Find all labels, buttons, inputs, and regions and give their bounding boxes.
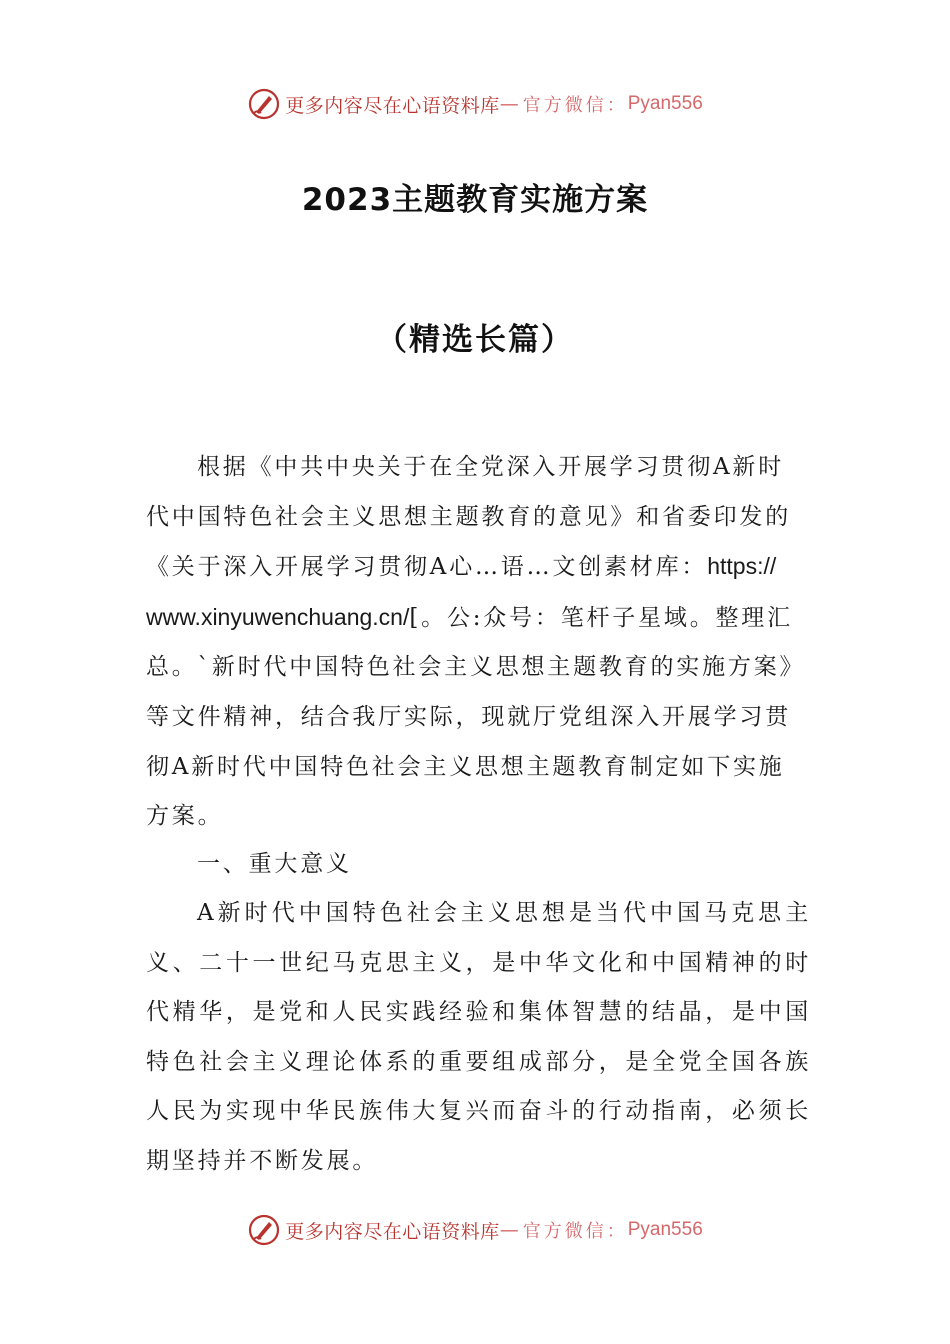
- text-line: 代中国特色社会主义思想主题教育的意见》和省委印发的: [146, 503, 791, 530]
- watermark-wechat-id: Pyan556: [627, 93, 703, 114]
- document-title: 2023主题教育实施方案: [301, 182, 649, 218]
- watermark-main-text: 更多内容尽在心语资料库: [285, 1220, 500, 1243]
- text-line: www.xinyuwenchuang.cn/[。公:众号：笔杆子星域。整理汇: [146, 603, 793, 631]
- text-line: 根据《中共中央关于在全党深入开展学习贯彻A新时: [197, 454, 785, 480]
- text-line: 方案。: [146, 803, 224, 830]
- url-text: https://: [707, 553, 777, 580]
- section-heading: 一、重大意义: [197, 851, 352, 877]
- document-subtitle: （精选长篇）: [376, 322, 574, 358]
- header-watermark: [0, 84, 950, 124]
- watermark-label: 官方微信：: [522, 1221, 628, 1242]
- watermark-separator: —: [499, 1219, 519, 1241]
- watermark-label: 官方微信：: [522, 95, 628, 116]
- watermark-separator: —: [499, 93, 519, 115]
- pen-logo-icon: [247, 87, 281, 121]
- text-line: 等文件精神，结合我厅实际，现就厅党组深入开展学习贯: [146, 703, 791, 730]
- watermark-wechat-id: Pyan556: [627, 1219, 703, 1240]
- text-line: 总。`新时代中国特色社会主义思想主题教育的实施方案》: [146, 654, 806, 681]
- footer-watermark: [0, 1210, 950, 1250]
- watermark-main-text: 更多内容尽在心语资料库: [285, 94, 500, 117]
- text-line: 彻A新时代中国特色社会主义思想主题教育制定如下实施: [146, 753, 785, 780]
- pen-logo-icon: [247, 1213, 281, 1247]
- paragraph-intro: [146, 443, 811, 842]
- text-line: 《关于深入开展学习贯彻A心…语…文创素材库：https://: [146, 553, 777, 581]
- url-text: www.xinyuwenchuang.cn/: [146, 603, 410, 630]
- paragraph-significance: A新时代中国特色社会主义思想是当代中国马克思主义、二十一世纪马克思主义，是中华文化和中国精神的时代精华，是党和人民实践经验和集体智慧的结晶，是中国特色社会主义理论体系的重要组成部分，是全党全国各族人民为实现中华民族伟大复兴而奋斗的行动指南，必须长期坚持并不断发展。: [146, 900, 811, 1174]
